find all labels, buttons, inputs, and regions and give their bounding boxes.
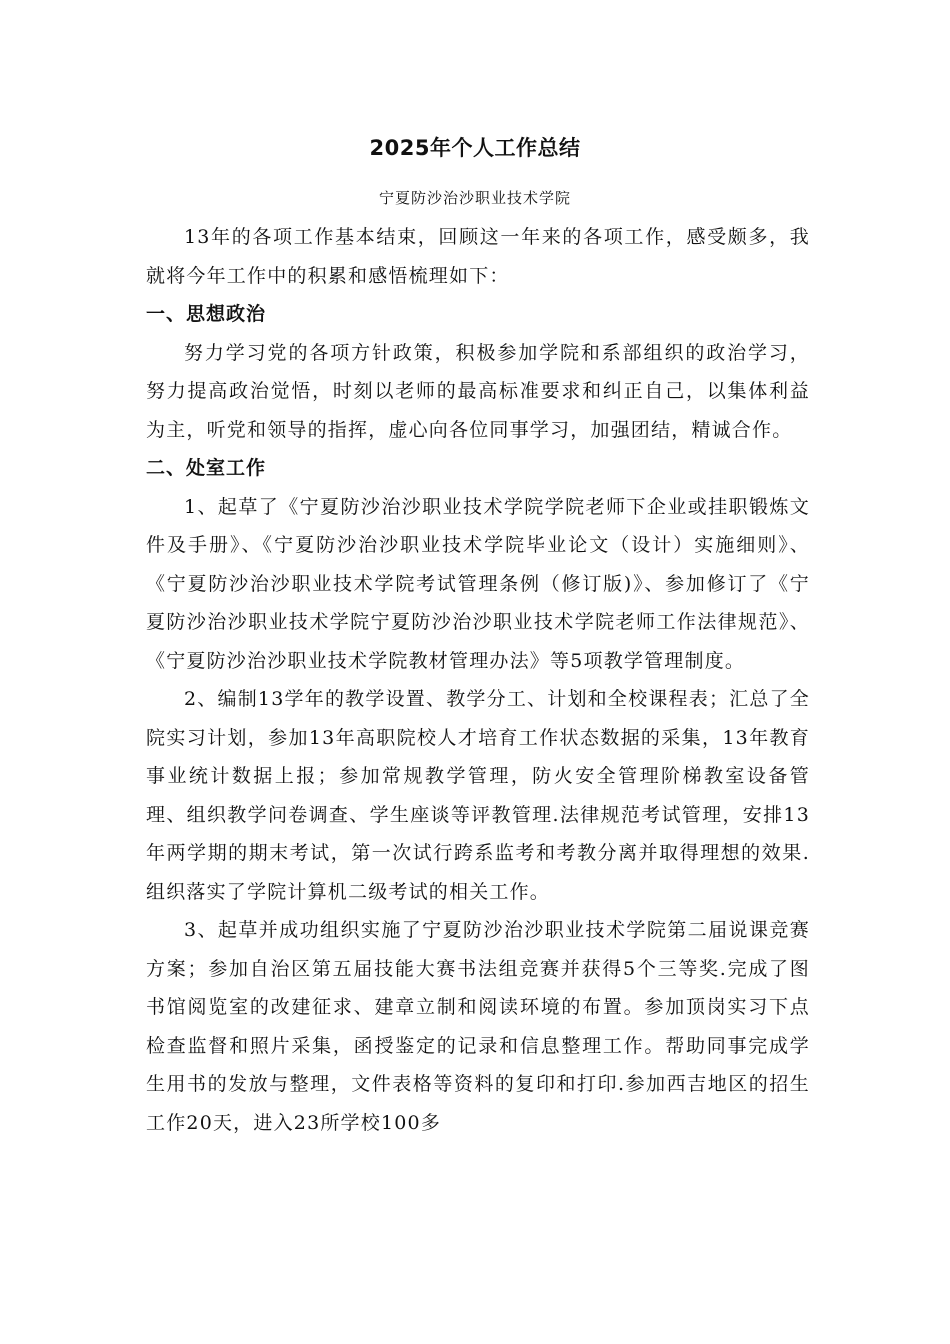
section-heading-office-work: 二、处室工作 (146, 457, 267, 479)
office-work-paragraph-3: 3、起草并成功组织实施了宁夏防沙治沙职业技术学院第二届说课竞赛方案；参加自治区第五届技能大赛书法组竞赛并获得5个三等奖.完成了图书馆阅览室的改建征求、建章立制和阅读环境的布置。参加顶岗实习下点检查监督和照片采集，函授鉴定的记录和信息整理工作。帮助同事完成学生用书的发放与整理，文件表格等资料的复印和打印.参加西吉地区的招生工作20天，进入23所学校100多 (146, 919, 810, 1134)
document-subtitle: 宁夏防沙治沙职业技术学院 (378, 189, 571, 207)
intro-paragraph: 13年的各项工作基本结束，回顾这一年来的各项工作，感受颇多，我就将今年工作中的积累和感悟梳理如下： (146, 226, 810, 287)
office-work-paragraph-2: 2、编制13学年的教学设置、教学分工、计划和全校课程表；汇总了全院实习计划，参加13年高职院校人才培育工作状态数据的采集，13年教育事业统计数据上报；参加常规教学管理，防火安全管理阶梯教室设备管理、组织教学问卷调查、学生座谈等评教管理.法律规范考试管理，安排13年两学期的期末考试，第一次试行跨系监考和考教分离并取得理想的效果.组织落实了学院计算机二级考试的相关工作。 (146, 688, 810, 903)
document-body (146, 218, 810, 1142)
section-heading-politics: 一、思想政治 (146, 303, 267, 325)
document-title: 2025年个人工作总结 (369, 136, 581, 160)
office-work-paragraph-1: 1、起草了《宁夏防沙治沙职业技术学院学院老师下企业或挂职锻炼文件及手册》、《宁夏防沙治沙职业技术学院毕业论文（设计）实施细则》、《宁夏防沙治沙职业技术学院考试管理条例（修订版)》、参加修订了《宁夏防沙治沙职业技术学院宁夏防沙治沙职业技术学院老师工作法律规范》、《宁夏防沙治沙职业技术学院教材管理办法》等5项教学管理制度。 (146, 495, 810, 672)
politics-paragraph: 努力学习党的各项方针政策，积极参加学院和系部组织的政治学习，努力提高政治觉悟，时刻以老师的最高标准要求和纠正自己，以集体利益为主，听党和领导的指挥，虚心向各位同事学习，加强团结，精诚合作。 (146, 341, 810, 441)
